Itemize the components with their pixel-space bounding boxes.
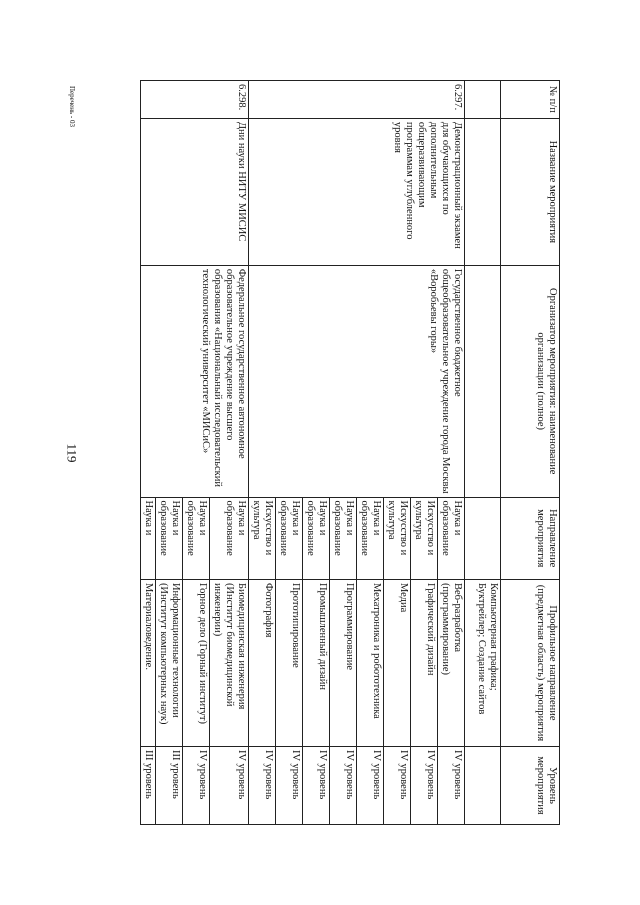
header-direction: Направление мероприятия (501, 497, 560, 579)
direction-cell: Наука и образование (303, 497, 330, 579)
profile-cell: Компьютерная графика; Буктрейлер; Создание сайтов (465, 579, 501, 746)
level-cell: IV уровень (276, 747, 303, 825)
level-cell: IV уровень (330, 747, 357, 825)
profile-cell: Фотография (249, 579, 276, 746)
profile-cell: Горное дело (Горный институт) (183, 579, 210, 746)
document-footer: Перечень - 03 (68, 86, 76, 127)
header-level: Уровень мероприятия (501, 747, 560, 825)
event-number: 6.297. (249, 81, 465, 119)
direction-cell: Наука и образование (357, 497, 384, 579)
level-cell: IV уровень (210, 747, 249, 825)
header-profile: Профильное направление (предметная область) мероприятия (501, 579, 560, 746)
profile-cell: Информационные технологии (Институт компьютерных наук) (156, 579, 183, 746)
direction-cell: Наука и образование (156, 497, 183, 579)
direction-cell: Наука и образование (183, 497, 210, 579)
level-cell: IV уровень (384, 747, 411, 825)
level-cell: IV уровень (303, 747, 330, 825)
direction-cell: Наука и образование (438, 497, 465, 579)
direction-cell: Искусство и культура (384, 497, 411, 579)
header-num: № п/п (501, 81, 560, 119)
level-cell: IV уровень (438, 747, 465, 825)
header-event: Название мероприятия (501, 118, 560, 265)
profile-cell: Веб-разработка (программирование) (438, 579, 465, 746)
profile-cell: Мехатроника и робототехника (357, 579, 384, 746)
profile-cell: Программирование (330, 579, 357, 746)
level-cell: IV уровень (411, 747, 438, 825)
direction-cell: Искусство и культура (249, 497, 276, 579)
page-number: 119 (64, 443, 80, 463)
level-cell: IV уровень (249, 747, 276, 825)
event-number: 6.298. (141, 81, 249, 119)
level-cell: III уровень (141, 747, 156, 825)
direction-cell: Наука и образование (276, 497, 303, 579)
event-name: Дни науки НИТУ МИСИС (141, 118, 249, 265)
table-header-row (501, 81, 560, 825)
direction-cell: Наука и (141, 497, 156, 579)
table-row (210, 81, 249, 825)
profile-cell: Промышленный дизайн (303, 579, 330, 746)
header-organizer: Организатор мероприятия: наименование организации (полное) (501, 265, 560, 497)
profile-cell: Графический дизайн (411, 579, 438, 746)
events-table (140, 80, 560, 825)
direction-cell: Наука и образование (330, 497, 357, 579)
level-cell: IV уровень (183, 747, 210, 825)
profile-cell: Медиа (384, 579, 411, 746)
level-cell: III уровень (156, 747, 183, 825)
event-name: Демонстрационный экзамен для обучающихся по дополнительным общеразвивающим программам углубленного уровня (249, 118, 465, 265)
profile-cell: Биомедицинская инженерия (Институт биомедицинской инженерии) (210, 579, 249, 746)
profile-cell: Прототипирование (276, 579, 303, 746)
event-organizer: Государственное бюджетное общеобразовательное учреждение города Москвы «Воробьевы горы» (249, 265, 465, 497)
direction-cell: Наука и образование (210, 497, 249, 579)
table-row (438, 81, 465, 825)
direction-cell: Искусство и культура (411, 497, 438, 579)
level-cell: IV уровень (357, 747, 384, 825)
event-organizer: Федеральное государственное автономное образовательное учреждение высшего образования «Национальный исследовательский технологический университет «МИСиС» (141, 265, 249, 497)
table-row (465, 81, 501, 825)
profile-cell: Материаловедение. (141, 579, 156, 746)
